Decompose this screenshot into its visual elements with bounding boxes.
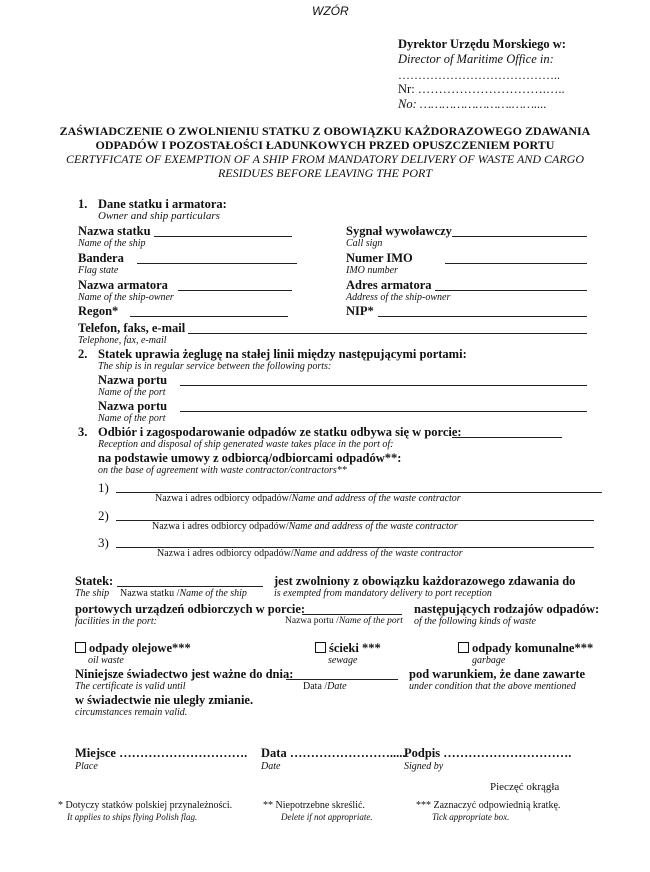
exempt-statement: jest zwolniony z obowiązku każdorazowego zdawania do <box>274 574 576 588</box>
unchanged-label: w świadectwie nie uległy zmianie. <box>75 693 254 707</box>
title-en-line-1: CERTYFICATE OF EXEMPTION OF A SHIP FROM MANDATORY DELIVERY OF WASTE AND CARGO <box>65 152 585 166</box>
exempt-ship-field[interactable] <box>117 586 263 587</box>
exempt-port-field[interactable] <box>302 614 402 615</box>
call-sign-label-en: Call sign <box>346 238 383 249</box>
ship-name-label-en: Name of the ship <box>78 238 146 249</box>
condition-label-en: under condition that the above mentioned <box>409 681 576 692</box>
contact-label-en: Telephone, fax, e-mail <box>78 335 167 346</box>
exempt-ship-caption: Nazwa statku /Name of the ship <box>120 588 247 599</box>
addressee-nr-field[interactable]: Nr: ………………………….….. <box>398 82 565 96</box>
agreement-label-en: on the base of agreement with waste contractor/contractors** <box>98 465 347 476</box>
exempt-ship-label: Statek: <box>75 574 114 588</box>
nip-label: NIP* <box>346 304 374 318</box>
valid-until-field[interactable] <box>286 679 398 680</box>
facilities-label: portowych urządzeń odbiorczych w porcie: <box>75 602 306 616</box>
contractor-3-number: 3) <box>98 535 109 550</box>
footnote-1-en: It applies to ships flying Polish flag. <box>67 812 198 822</box>
kinds-label: następujących rodzajów odpadów: <box>414 602 600 616</box>
valid-until-caption: Data /Date <box>303 681 347 692</box>
owner-label-en: Name of the ship-owner <box>78 292 174 303</box>
facilities-label-en: facilities in the port: <box>75 616 157 627</box>
signature-label-en: Signed by <box>404 761 444 772</box>
contact-label: Telefon, faks, e-mail <box>78 321 186 335</box>
imo-label-en: IMO number <box>346 265 398 276</box>
oil-waste-label-en: oil waste <box>88 655 124 666</box>
addressee-city-field[interactable]: ………………………………….. <box>398 68 560 82</box>
section-2-title-en: The ship is in regular service between the following ports: <box>98 361 332 372</box>
title-line-2: ODPADÓW I POZOSTAŁOŚCI ŁADUNKOWYCH PRZED OPUSZCZENIEM PORTU <box>95 138 555 152</box>
kinds-label-en: of the following kinds of waste <box>414 616 536 627</box>
garbage-option[interactable]: odpady komunalne*** <box>458 641 593 656</box>
title-en-line-2: RESIDUES BEFORE LEAVING THE PORT <box>217 166 433 180</box>
section-1-number: 1. <box>78 197 88 211</box>
owner-address-field[interactable] <box>435 290 587 291</box>
nip-field[interactable] <box>378 316 587 317</box>
call-sign-field[interactable] <box>452 236 587 237</box>
call-sign-label: Sygnał wywoławczy <box>346 224 452 238</box>
addressee-title-en: Director of Maritime Office in: <box>398 52 554 66</box>
signature-field[interactable]: Podpis …………………………. <box>404 746 572 760</box>
section-3-number: 3. <box>78 425 88 439</box>
port-1-label-en: Name of the port <box>98 387 166 398</box>
contractor-2-caption: Nazwa i adres odbiorcy odpadów/Name and address of the waste contractor <box>152 521 458 532</box>
flag-field[interactable] <box>137 263 297 264</box>
garbage-label-en: garbage <box>472 655 506 666</box>
place-field[interactable]: Miejsce …………………………. <box>75 746 248 760</box>
port-2-label-en: Name of the port <box>98 413 166 424</box>
contractor-3-caption: Nazwa i adres odbiorcy odpadów/Name and address of the waste contractor <box>157 548 463 559</box>
oil-waste-checkbox[interactable] <box>75 642 86 653</box>
date-field[interactable]: Data ……………………..... <box>261 746 406 760</box>
imo-label: Numer IMO <box>346 251 413 265</box>
stamp-label: Pieczęć okrągła <box>490 781 560 793</box>
contractor-1-caption: Nazwa i adres odbiorcy odpadów/Name and address of the waste contractor <box>155 493 461 504</box>
footnote-1: * Dotyczy statków polskiej przynależności. <box>58 800 233 811</box>
exempt-statement-en: is exempted from mandatory delivery to port reception <box>274 588 492 599</box>
ship-name-field[interactable] <box>154 236 292 237</box>
ship-name-label: Nazwa statku <box>78 224 151 238</box>
valid-until-label-en: The certificate is valid until <box>75 681 186 692</box>
condition-label: pod warunkiem, że dane zawarte <box>409 667 586 681</box>
agreement-label: na podstawie umowy z odbiorcą/odbiorcami odpadów**: <box>98 451 402 465</box>
owner-address-label-en: Address of the ship-owner <box>346 292 451 303</box>
section-2-number: 2. <box>78 347 88 361</box>
owner-field[interactable] <box>178 290 292 291</box>
section-1-title-en: Owner and ship particulars <box>98 210 220 222</box>
port-2-field[interactable] <box>180 411 587 412</box>
port-2-label: Nazwa portu <box>98 399 168 413</box>
title-line-1: ZAŚWIADCZENIE O ZWOLNIENIU STATKU Z OBOWIĄZKU KAŻDORAZOWEGO ZDAWANIA <box>59 124 591 138</box>
valid-until-label: Niniejsze świadectwo jest ważne do dnia: <box>75 667 294 681</box>
port-1-field[interactable] <box>180 385 587 386</box>
flag-label: Bandera <box>78 251 124 265</box>
section-1-title: Dane statku i armatora: <box>98 197 227 211</box>
imo-field[interactable] <box>445 263 587 264</box>
garbage-checkbox[interactable] <box>458 642 469 653</box>
sewage-checkbox[interactable] <box>315 642 326 653</box>
place-label-en: Place <box>75 761 98 772</box>
section-2-title: Statek uprawia żeglugę na stałej linii między następującymi portami: <box>98 347 467 361</box>
regon-label: Regon* <box>78 304 119 318</box>
unchanged-label-en: circumstances remain valid. <box>75 707 188 718</box>
exempt-port-caption: Nazwa portu /Name of the port <box>285 616 403 626</box>
disposal-port-field[interactable] <box>452 437 562 438</box>
footnote-2: ** Niepotrzebne skreślić. <box>263 800 365 811</box>
addressee-no-field[interactable]: No: …………………….…….... <box>398 97 547 111</box>
date-label-en: Date <box>261 761 281 772</box>
sewage-option[interactable]: ścieki *** <box>315 641 381 656</box>
footnote-2-en: Delete if not appropriate. <box>281 812 373 822</box>
sewage-label-en: sewage <box>328 655 358 666</box>
addressee-title: Dyrektor Urzędu Morskiego w: <box>398 37 566 51</box>
owner-address-label: Adres armatora <box>346 278 432 292</box>
oil-waste-option[interactable]: odpady olejowe*** <box>75 641 191 656</box>
contractor-1-number: 1) <box>98 480 109 495</box>
owner-label: Nazwa armatora <box>78 278 168 292</box>
port-1-label: Nazwa portu <box>98 373 168 387</box>
footnote-3-en: Tick appropriate box. <box>432 812 510 822</box>
contractor-2-number: 2) <box>98 508 109 523</box>
section-3-title-en: Reception and disposal of ship generated waste takes place in the port of: <box>98 439 394 450</box>
template-label: WZÓR <box>312 4 349 18</box>
footnote-3: *** Zaznaczyć odpowiednią kratkę. <box>416 800 561 811</box>
contact-field[interactable] <box>188 333 587 334</box>
section-3-title: Odbiór i zagospodarowanie odpadów ze statku odbywa się w porcie: <box>98 425 462 439</box>
exempt-ship-label-en: The ship <box>75 588 110 599</box>
regon-field[interactable] <box>130 316 288 317</box>
flag-label-en: Flag state <box>78 265 119 276</box>
